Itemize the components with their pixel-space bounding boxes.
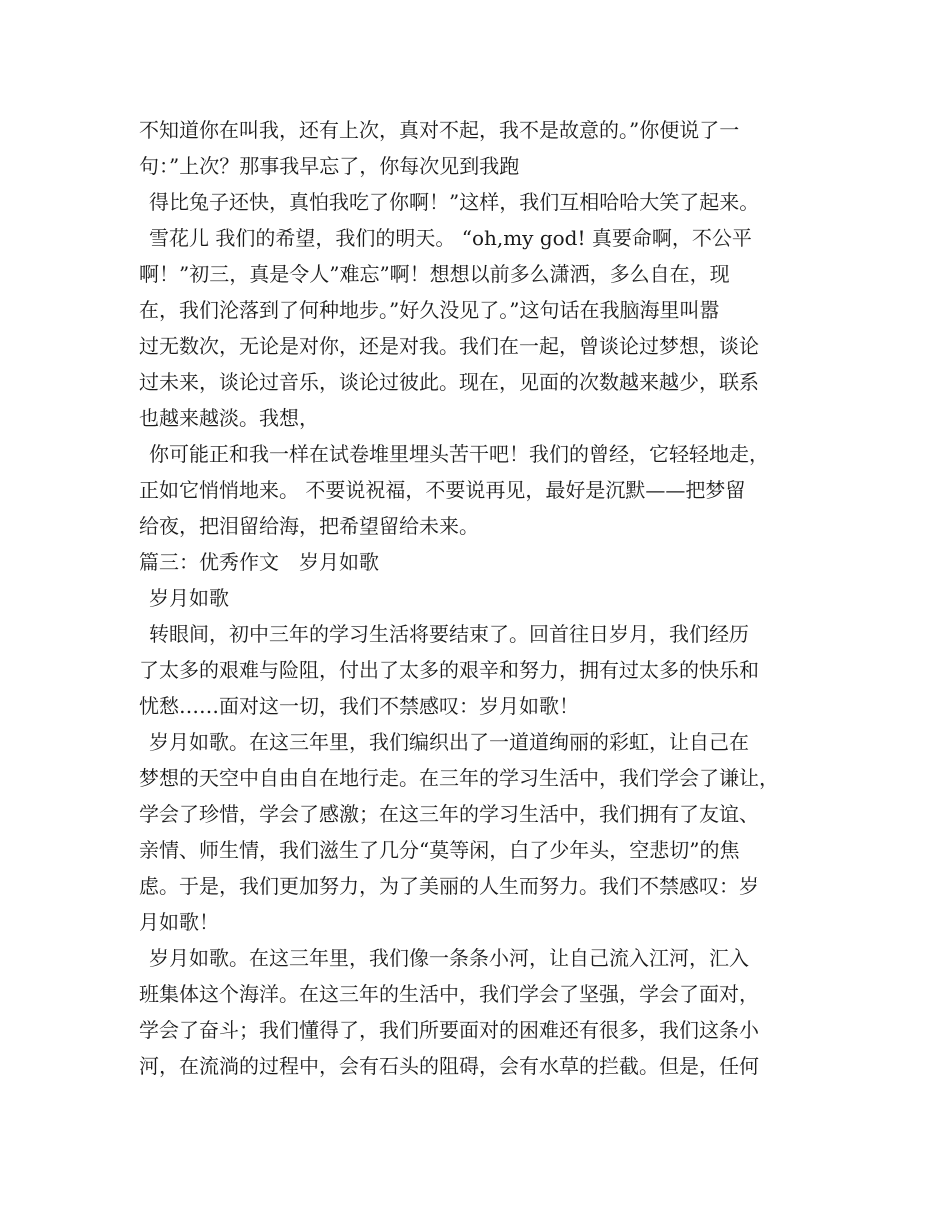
text-line: 学会了奋斗；我们懂得了，我们所要面对的困难还有很多，我们这条小 — [139, 1018, 759, 1042]
text-line: 学会了珍惜，学会了感激；在这三年的学习生活中，我们拥有了友谊、 — [139, 802, 759, 826]
section-heading: 篇三：优秀作文 岁月如歌 — [139, 550, 379, 574]
text-line: 也越来越淡。我想， — [139, 406, 319, 430]
text-line: 得比兔子还快，真怕我吃了你啊！”这样，我们互相哈哈大笑了起来。 — [149, 190, 760, 214]
text-line: 不知道你在叫我，还有上次，真对不起，我不是故意的。”你便说了一 — [139, 118, 740, 142]
essay-title: 岁月如歌 — [149, 586, 229, 610]
text-line: 亲情、师生情，我们滋生了几分“莫等闲，白了少年头，空悲切”的焦 — [139, 838, 740, 862]
text-line: 岁月如歌。在这三年里，我们像一条条小河，让自己流入江河，汇入 — [149, 946, 749, 970]
text-line: 你可能正和我一样在试卷堆里埋头苦干吧！我们的曾经，它轻轻地走， — [149, 442, 769, 466]
text-line: 了太多的艰难与险阻，付出了太多的艰辛和努力，拥有过太多的快乐和 — [139, 658, 759, 682]
text-line: 在，我们沦落到了何种地步。”好久没见了。”这句话在我脑海里叫嚣 — [139, 298, 720, 322]
text-line: 虑。于是，我们更加努力，为了美丽的人生而努力。我们不禁感叹：岁 — [139, 874, 759, 898]
text-line: 忧愁……面对这一切，我们不禁感叹：岁月如歌！ — [139, 694, 579, 718]
text-line: 转眼间，初中三年的学习生活将要结束了。回首往日岁月，我们经历 — [149, 622, 749, 646]
text-line: 雪花儿 我们的希望，我们的明天。 “oh,my god! 真要命啊，不公平 — [149, 226, 752, 250]
text-line: 句：”上次？那事我早忘了，你每次见到我跑 — [139, 154, 520, 178]
text-line: 过无数次，无论是对你，还是对我。我们在一起，曾谈论过梦想，谈论 — [139, 334, 759, 358]
text-line: 正如它悄悄地来。 不要说祝福，不要说再见，最好是沉默——把梦留 — [139, 478, 746, 502]
text-line: 岁月如歌。在这三年里，我们编织出了一道道绚丽的彩虹，让自己在 — [149, 730, 749, 754]
text-line: 班集体这个海洋。在这三年的生活中，我们学会了坚强，学会了面对， — [139, 982, 759, 1006]
text-line: 月如歌！ — [139, 910, 219, 934]
text-line: 给夜，把泪留给海，把希望留给未来。 — [139, 514, 479, 538]
text-line: 啊！”初三，真是令人”难忘”啊！想想以前多么潇洒，多么自在，现 — [139, 262, 730, 286]
text-line: 过未来，谈论过音乐，谈论过彼此。现在，见面的次数越来越少，联系 — [139, 370, 759, 394]
text-line: 河，在流淌的过程中，会有石头的阻碍，会有水草的拦截。但是，任何 — [139, 1054, 759, 1078]
text-line: 梦想的天空中自由自在地行走。在三年的学习生活中，我们学会了谦让， — [139, 766, 779, 790]
